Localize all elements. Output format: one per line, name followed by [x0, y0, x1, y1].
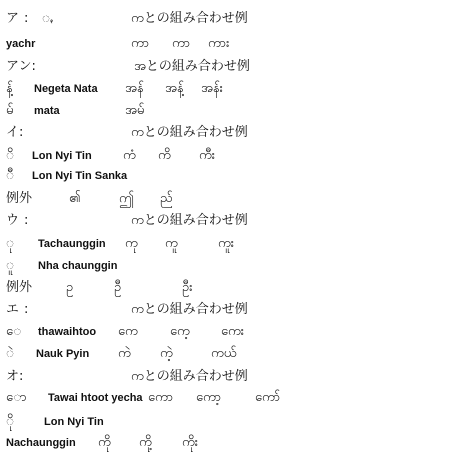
header-a	[0, 8, 474, 30]
example-3: ကယ်	[211, 346, 237, 361]
combination-note: ကとの組み合わせ例	[131, 11, 248, 26]
vowel-symbol: ေ	[6, 324, 22, 339]
vowel-symbol: ူ	[6, 258, 15, 273]
example-2: ကိ	[158, 148, 171, 163]
kana-label: ウ	[6, 213, 20, 228]
romanized-label: yachr	[6, 38, 36, 50]
row-nha-chaunggin	[0, 255, 474, 277]
example-1: ကာ	[131, 36, 150, 51]
row-lon-nyi-tin	[0, 145, 474, 167]
row-lon-nyi-tin-2	[0, 411, 474, 433]
vowel-symbol: ု	[6, 236, 15, 251]
colon: :	[24, 11, 29, 26]
combination-note: ကとの組み合わせ例	[131, 369, 248, 384]
romanized-label: Tawai htoot yecha	[48, 392, 143, 404]
row-tachaunggin	[0, 233, 474, 255]
example-2: ကာ	[172, 36, 191, 51]
example-1: ကေ	[118, 324, 138, 339]
kana-label: ア	[6, 11, 20, 26]
romanized-label: Lon Nyi Tin Sanka	[32, 170, 128, 182]
example-3: ဦး	[182, 280, 193, 295]
example-3: အန်း	[201, 81, 223, 96]
example-1: ၏	[69, 191, 81, 206]
colon: :	[24, 302, 29, 317]
kana-label: オ:	[6, 369, 24, 384]
combination-note: အとの組み合わせ例	[134, 59, 250, 74]
romanized-label: thawaihtoo	[38, 326, 97, 338]
example-1: ကဲ	[118, 346, 131, 361]
row-nauk-pyin	[0, 343, 474, 365]
example-3: ကော်	[255, 390, 281, 405]
example-1: ကု	[125, 236, 138, 251]
example-3: ကား	[208, 36, 230, 51]
romanized-label: Nachaunggin	[6, 437, 76, 449]
kana-label: イ:	[6, 125, 24, 140]
exception-label: 例外	[6, 191, 33, 206]
example-2: ကူ	[165, 236, 178, 251]
romanized-label: Tachaunggin	[38, 238, 106, 250]
row-lon-nyi-tin-sanka	[0, 165, 474, 187]
romanized-label: Negeta Nata	[34, 83, 98, 95]
example-2: ဤ	[119, 191, 134, 206]
row-thawaihtoo	[0, 321, 474, 343]
example-2: ကေ့	[170, 324, 190, 339]
vowel-symbol: ို	[6, 414, 15, 429]
example-1: ကော	[148, 390, 174, 405]
vowel-symbol: ီ	[6, 168, 15, 183]
example-2: ကော့	[196, 390, 222, 405]
vowel-symbol: မ်	[6, 103, 14, 118]
romanized-label: Nha chaunggin	[38, 260, 118, 272]
example-1: အမ်	[125, 103, 145, 118]
vowel-symbol: ꩻ	[42, 11, 54, 26]
example-2: ဦ	[114, 280, 122, 295]
combination-note: ကとの組み合わせ例	[131, 213, 248, 228]
example-2: ကဲ့	[160, 346, 173, 361]
combination-note: ကとの組み合わせ例	[131, 125, 248, 140]
example-3: ကူး	[218, 236, 235, 251]
row-exception-u	[0, 277, 474, 299]
kana-label: エ	[6, 302, 20, 317]
combination-note: ကとの組み合わせ例	[131, 302, 248, 317]
example-1: အန်	[125, 81, 144, 96]
example-1: ကံ	[123, 148, 136, 163]
row-negeta-nata	[0, 78, 474, 100]
exception-label: 例外	[6, 280, 33, 295]
row-exception-i	[0, 188, 474, 210]
romanized-label: Nauk Pyin	[36, 348, 90, 360]
vowel-symbol: ော	[6, 390, 27, 405]
header-e	[0, 299, 474, 321]
example-2: အန့်	[165, 81, 184, 96]
example-1: ကို	[98, 435, 111, 450]
vowel-symbol: ဲ	[6, 346, 15, 361]
header-u	[0, 210, 474, 232]
vowel-symbol: ိ	[6, 148, 15, 163]
example-3: ကေး	[221, 324, 245, 339]
vowel-symbol: န့်	[6, 81, 13, 96]
romanized-label: Lon Nyi Tin	[32, 150, 92, 162]
row-mata	[0, 100, 474, 122]
colon: :	[24, 213, 29, 228]
example-1: ဥ	[66, 280, 74, 295]
example-3: ကီး	[199, 148, 216, 163]
row-tawai-htoot-yecha	[0, 387, 474, 409]
example-2: ကို့	[139, 435, 152, 450]
kana-label: アン:	[6, 59, 36, 74]
row-yachr	[0, 33, 474, 55]
header-o	[0, 366, 474, 388]
example-3: ည်	[160, 191, 173, 206]
romanized-label: mata	[34, 105, 60, 117]
romanized-label: Lon Nyi Tin	[44, 416, 104, 428]
example-3: ကိုး	[182, 435, 199, 450]
row-nachaunggin	[0, 432, 474, 454]
header-an	[0, 56, 474, 78]
header-i	[0, 122, 474, 144]
